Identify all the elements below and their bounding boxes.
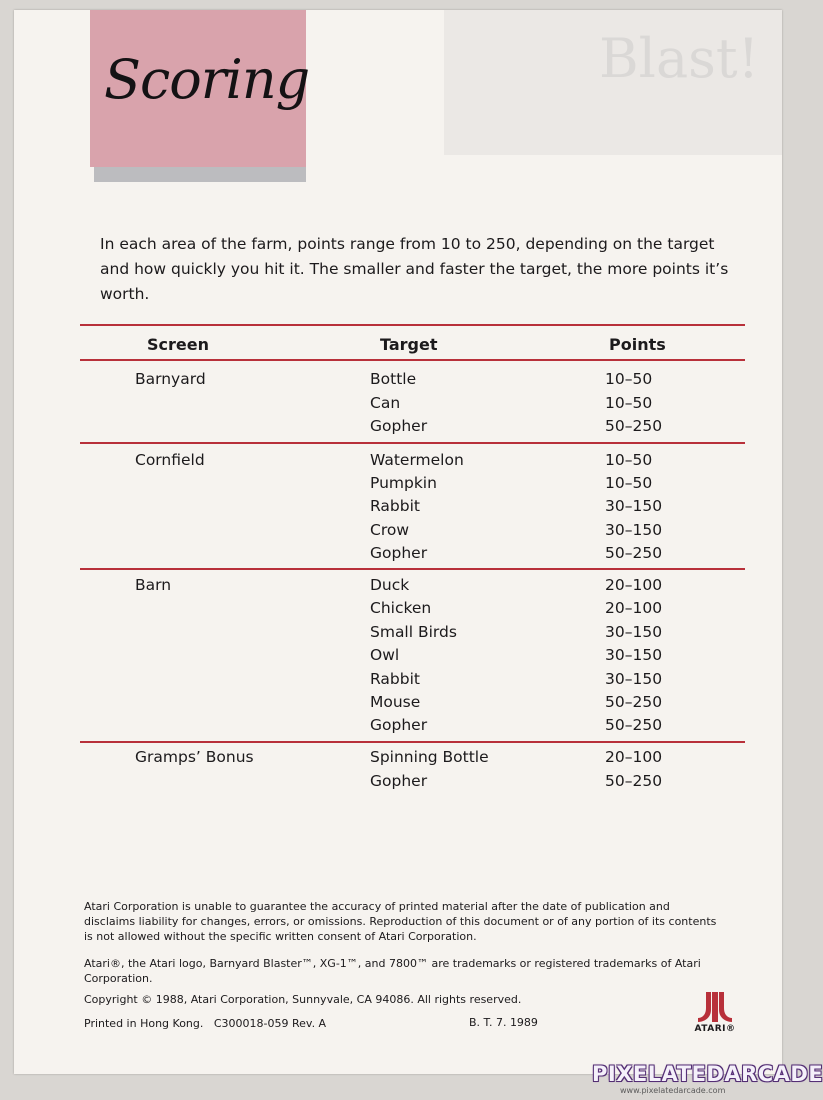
table-row-target: Rabbit	[370, 497, 420, 515]
table-row-target: Chicken	[370, 599, 432, 617]
table-row-points: 10–50	[605, 474, 653, 492]
table-row-target: Duck	[370, 576, 410, 594]
header-rule	[80, 359, 745, 361]
header-screen: Screen	[147, 335, 209, 354]
ghost-text: Blast!	[599, 27, 760, 90]
table-row-target: Pumpkin	[370, 474, 437, 492]
copyright-text: Copyright © 1988, Atari Corporation, Sunnyvale, CA 94086. All rights reserved.	[84, 993, 522, 1006]
table-row-points: 20–100	[605, 748, 663, 766]
group-rule	[80, 741, 745, 743]
table-row-points: 20–100	[605, 599, 663, 617]
header-target: Target	[380, 335, 438, 354]
table-row-points: 50–250	[605, 544, 663, 562]
table-row-points: 10–50	[605, 451, 653, 469]
page-title: Scoring	[104, 48, 310, 111]
table-top-rule	[80, 324, 745, 326]
table-row-target: Gopher	[370, 772, 428, 790]
table-row-points: 50–250	[605, 716, 663, 734]
print-code: B. T. 7. 1989	[469, 1016, 538, 1029]
printed-in-text: Printed in Hong Kong. C300018-059 Rev. A	[84, 1017, 327, 1030]
group-rule	[80, 568, 745, 570]
table-row-target: Gopher	[370, 544, 428, 562]
table-row-points: 20–100	[605, 576, 663, 594]
table-row-target: Gopher	[370, 417, 428, 435]
atari-logo	[690, 988, 740, 1040]
table-row-points: 30–150	[605, 521, 663, 539]
header-points: Points	[609, 335, 666, 354]
table-row-target: Small Birds	[370, 623, 457, 641]
table-row-target: Bottle	[370, 370, 417, 388]
table-row-points: 30–150	[605, 497, 663, 515]
table-row-target: Owl	[370, 646, 400, 664]
table-row-target: Rabbit	[370, 670, 420, 688]
table-row-points: 50–250	[605, 693, 663, 711]
table-row-target: Can	[370, 394, 401, 412]
trademark-text: Atari®, the Atari logo, Barnyard Blaster™, XG-1™, and 7800™ are trademarks or registered trademarks of Atari Corporation.	[84, 957, 701, 985]
group-screen: Barnyard	[135, 370, 206, 388]
table-row-points: 10–50	[605, 394, 653, 412]
table-row-points: 30–150	[605, 670, 663, 688]
table-row-target: Crow	[370, 521, 410, 539]
watermark-brand: PIXELATEDARCADE	[592, 1062, 823, 1086]
table-row-target: Gopher	[370, 716, 428, 734]
disclaimer-text: Atari Corporation is unable to guarantee the accuracy of printed material after the date of publication and disclaims liability for changes, errors, or omissions. Reproduction of this document or of any portion of its contents is not allowed without the specific written consent of Atari Corporation.	[84, 900, 717, 943]
table-row-points: 50–250	[605, 772, 663, 790]
watermark-url: www.pixelatedarcade.com	[620, 1086, 726, 1095]
table-row-target: Spinning Bottle	[370, 748, 489, 766]
group-screen: Gramps’ Bonus	[135, 748, 254, 766]
table-row-target: Mouse	[370, 693, 421, 711]
manual-page	[14, 10, 782, 1074]
atari-logo-text: ATARI®	[694, 1024, 736, 1034]
intro-paragraph: In each area of the farm, points range from 10 to 250, depending on the target and how quickly you hit it. The smaller and faster the target, the more points it’s worth.	[100, 235, 729, 303]
group-screen: Barn	[135, 576, 172, 594]
atari-fuji-icon	[690, 988, 740, 1024]
table-row-points: 30–150	[605, 646, 663, 664]
table-row-target: Watermelon	[370, 451, 464, 469]
table-row-points: 10–50	[605, 370, 653, 388]
table-row-points: 30–150	[605, 623, 663, 641]
table-row-points: 50–250	[605, 417, 663, 435]
group-rule	[80, 442, 745, 444]
group-screen: Cornfield	[135, 451, 205, 469]
